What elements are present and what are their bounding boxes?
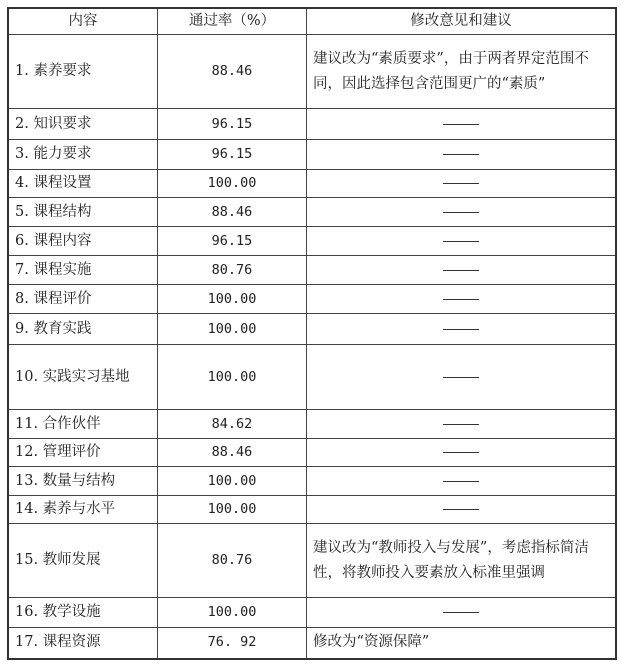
no-suggestion-dash bbox=[443, 241, 479, 242]
no-suggestion-dash bbox=[443, 299, 479, 300]
content-cell: 13. 数量与结构 bbox=[8, 467, 158, 496]
suggestion-cell bbox=[307, 410, 617, 439]
no-suggestion-dash bbox=[443, 154, 479, 155]
no-suggestion-dash bbox=[443, 212, 479, 213]
content-cell: 12. 管理评价 bbox=[8, 439, 158, 467]
suggestion-cell: 建议改为“教师投入与发展”，考虑指标简洁性，将教师投入要素放入标准里强调 bbox=[307, 524, 617, 598]
content-cell: 9. 教育实践 bbox=[8, 314, 158, 345]
no-suggestion-dash bbox=[443, 183, 479, 184]
table-row bbox=[8, 198, 616, 227]
table-row bbox=[8, 598, 616, 628]
suggestion-cell bbox=[307, 198, 617, 227]
no-suggestion-dash bbox=[443, 424, 479, 425]
pass-rate-table bbox=[7, 7, 617, 660]
suggestion-cell bbox=[307, 439, 617, 467]
header-pass-rate: 通过率（%） bbox=[158, 8, 307, 35]
content-cell: 5. 课程结构 bbox=[8, 198, 158, 227]
table-row bbox=[8, 285, 616, 314]
table-row bbox=[8, 467, 616, 496]
no-suggestion-dash bbox=[443, 377, 479, 378]
pass-rate-cell: 88.46 bbox=[158, 198, 307, 227]
content-cell: 8. 课程评价 bbox=[8, 285, 158, 314]
table-row bbox=[8, 314, 616, 345]
pass-rate-cell: 100.00 bbox=[158, 496, 307, 524]
table-row bbox=[8, 345, 616, 410]
pass-rate-cell: 88.46 bbox=[158, 439, 307, 467]
suggestion-cell bbox=[307, 109, 617, 140]
table-row bbox=[8, 109, 616, 140]
suggestion-cell: 修改为“资源保障” bbox=[307, 628, 617, 659]
suggestion-cell bbox=[307, 598, 617, 628]
pass-rate-cell: 80.76 bbox=[158, 524, 307, 598]
table-row bbox=[8, 35, 616, 109]
table-row bbox=[8, 496, 616, 524]
pass-rate-cell: 84.62 bbox=[158, 410, 307, 439]
content-cell: 17. 课程资源 bbox=[8, 628, 158, 659]
content-cell: 14. 素养与水平 bbox=[8, 496, 158, 524]
no-suggestion-dash bbox=[443, 509, 479, 510]
suggestion-cell bbox=[307, 140, 617, 170]
header-content: 内容 bbox=[8, 8, 158, 35]
table-row bbox=[8, 256, 616, 285]
suggestion-cell: 建议改为“素质要求”，由于两者界定范围不同，因此选择包含范围更广的“素质” bbox=[307, 35, 617, 109]
no-suggestion-dash bbox=[443, 612, 479, 613]
no-suggestion-dash bbox=[443, 270, 479, 271]
content-cell: 10. 实践实习基地 bbox=[8, 345, 158, 410]
content-cell: 15. 教师发展 bbox=[8, 524, 158, 598]
content-cell: 7. 课程实施 bbox=[8, 256, 158, 285]
table-row bbox=[8, 524, 616, 598]
table-row bbox=[8, 170, 616, 198]
no-suggestion-dash bbox=[443, 329, 479, 330]
content-cell: 4. 课程设置 bbox=[8, 170, 158, 198]
header-suggestions: 修改意见和建议 bbox=[307, 8, 617, 35]
no-suggestion-dash bbox=[443, 481, 479, 482]
table-row bbox=[8, 140, 616, 170]
table-row bbox=[8, 227, 616, 256]
pass-rate-cell: 100.00 bbox=[158, 285, 307, 314]
suggestion-cell bbox=[307, 256, 617, 285]
suggestion-cell bbox=[307, 227, 617, 256]
table-row bbox=[8, 628, 616, 659]
suggestion-cell bbox=[307, 467, 617, 496]
pass-rate-cell: 88.46 bbox=[158, 35, 307, 109]
suggestion-cell bbox=[307, 314, 617, 345]
pass-rate-cell: 80.76 bbox=[158, 256, 307, 285]
content-cell: 11. 合作伙伴 bbox=[8, 410, 158, 439]
pass-rate-cell: 76. 92 bbox=[158, 628, 307, 659]
table-header-row bbox=[8, 8, 616, 35]
pass-rate-cell: 100.00 bbox=[158, 598, 307, 628]
no-suggestion-dash bbox=[443, 124, 479, 125]
content-cell: 6. 课程内容 bbox=[8, 227, 158, 256]
content-cell: 3. 能力要求 bbox=[8, 140, 158, 170]
suggestion-cell bbox=[307, 170, 617, 198]
pass-rate-cell: 100.00 bbox=[158, 345, 307, 410]
pass-rate-cell: 96.15 bbox=[158, 227, 307, 256]
pass-rate-cell: 96.15 bbox=[158, 140, 307, 170]
suggestion-cell bbox=[307, 345, 617, 410]
suggestion-cell bbox=[307, 496, 617, 524]
pass-rate-cell: 100.00 bbox=[158, 467, 307, 496]
pass-rate-cell: 100.00 bbox=[158, 170, 307, 198]
suggestion-cell bbox=[307, 285, 617, 314]
pass-rate-cell: 96.15 bbox=[158, 109, 307, 140]
content-cell: 1. 素养要求 bbox=[8, 35, 158, 109]
content-cell: 2. 知识要求 bbox=[8, 109, 158, 140]
pass-rate-cell: 100.00 bbox=[158, 314, 307, 345]
no-suggestion-dash bbox=[443, 452, 479, 453]
table-row bbox=[8, 439, 616, 467]
content-cell: 16. 教学设施 bbox=[8, 598, 158, 628]
table-row bbox=[8, 410, 616, 439]
